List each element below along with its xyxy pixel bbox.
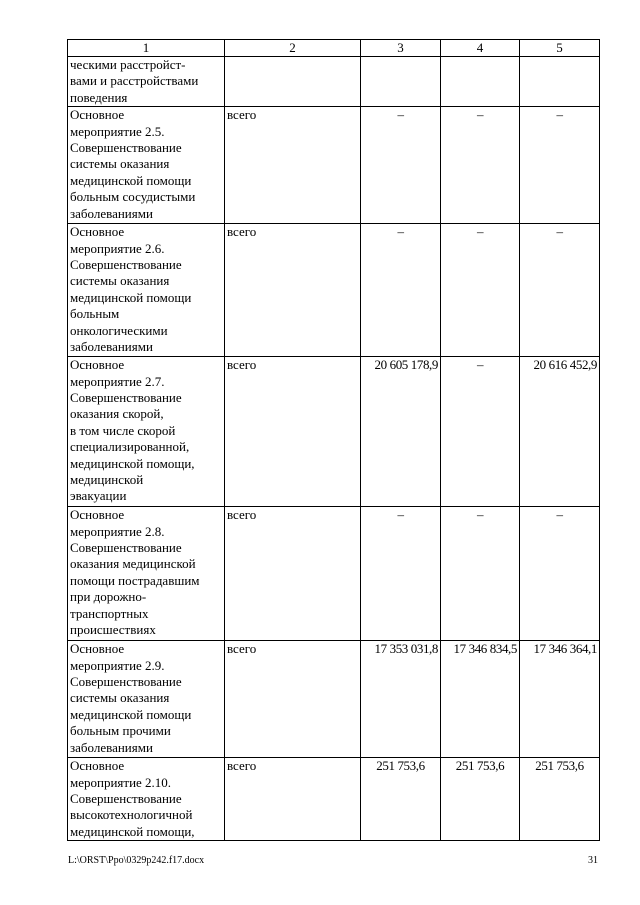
measure-name-cell — [68, 224, 225, 357]
table-row — [68, 224, 600, 357]
measure-name: Основное мероприятие 2.7. Совершенствование оказания скорой, в том числе скорой специализированной, медицинской помощи, медицинской эвакуации — [70, 357, 195, 504]
value-cell-5: – — [520, 224, 600, 357]
value-cell-3: 20 605 178,9 — [361, 357, 441, 507]
column-header-4: 4 — [441, 40, 520, 57]
measure-name-cell — [68, 57, 225, 107]
value-cell-3: 251 753,6 — [361, 758, 441, 841]
document-file-path: L:\ORST\Ppo\0329p242.f17.docx — [68, 855, 205, 866]
table-row — [68, 107, 600, 224]
column-header-1: 1 — [68, 40, 225, 57]
measure-name: ческими расстройст- вами и расстройствами поведения — [70, 57, 199, 105]
funding-kind-cell: всего — [225, 641, 361, 758]
funding-kind-cell: всего — [225, 507, 361, 641]
column-header-3: 3 — [361, 40, 441, 57]
measure-name: Основное мероприятие 2.9. Совершенствование системы оказания медицинской помощи больным прочими заболеваниями — [70, 641, 192, 755]
table-row — [68, 641, 600, 758]
page-number: 31 — [588, 855, 598, 866]
table-row — [68, 507, 600, 641]
measure-name: Основное мероприятие 2.6. Совершенствование системы оказания медицинской помощи больным онкологическими заболеваниями — [70, 224, 192, 355]
table-row — [68, 357, 600, 507]
column-header-2: 2 — [225, 40, 361, 57]
value-cell-4: – — [441, 107, 520, 224]
value-cell-5: – — [520, 507, 600, 641]
value-cell-5: 17 346 364,1 — [520, 641, 600, 758]
column-header-5: 5 — [520, 40, 600, 57]
funding-kind-cell — [225, 57, 361, 107]
measure-name-cell — [68, 758, 225, 841]
table-row — [68, 758, 600, 841]
header-row — [68, 40, 600, 57]
measure-name-cell — [68, 507, 225, 641]
value-cell-4: 251 753,6 — [441, 758, 520, 841]
measure-name: Основное мероприятие 2.8. Совершенствование оказания медицинской помощи пострадавшим при дорожно- транспортных происшествиях — [70, 507, 200, 638]
value-cell-4: 17 346 834,5 — [441, 641, 520, 758]
measure-name: Основное мероприятие 2.5. Совершенствование системы оказания медицинской помощи больным сосудистыми заболеваниями — [70, 107, 196, 221]
measure-name-cell — [68, 357, 225, 507]
value-cell-3: – — [361, 224, 441, 357]
measure-name: Основное мероприятие 2.10. Совершенствование высокотехнологичной медицинской помощи, — [70, 758, 195, 839]
measure-name-cell — [68, 107, 225, 224]
value-cell-5: 251 753,6 — [520, 758, 600, 841]
value-cell-5 — [520, 57, 600, 107]
budget-table — [67, 39, 600, 841]
value-cell-3: – — [361, 107, 441, 224]
value-cell-4: – — [441, 224, 520, 357]
funding-kind-cell: всего — [225, 224, 361, 357]
funding-kind-cell: всего — [225, 758, 361, 841]
value-cell-4 — [441, 57, 520, 107]
value-cell-3: – — [361, 507, 441, 641]
value-cell-4: – — [441, 357, 520, 507]
table-row — [68, 57, 600, 107]
value-cell-4: – — [441, 507, 520, 641]
value-cell-3 — [361, 57, 441, 107]
value-cell-3: 17 353 031,8 — [361, 641, 441, 758]
funding-kind-cell: всего — [225, 107, 361, 224]
value-cell-5: 20 616 452,9 — [520, 357, 600, 507]
measure-name-cell — [68, 641, 225, 758]
value-cell-5: – — [520, 107, 600, 224]
funding-kind-cell: всего — [225, 357, 361, 507]
